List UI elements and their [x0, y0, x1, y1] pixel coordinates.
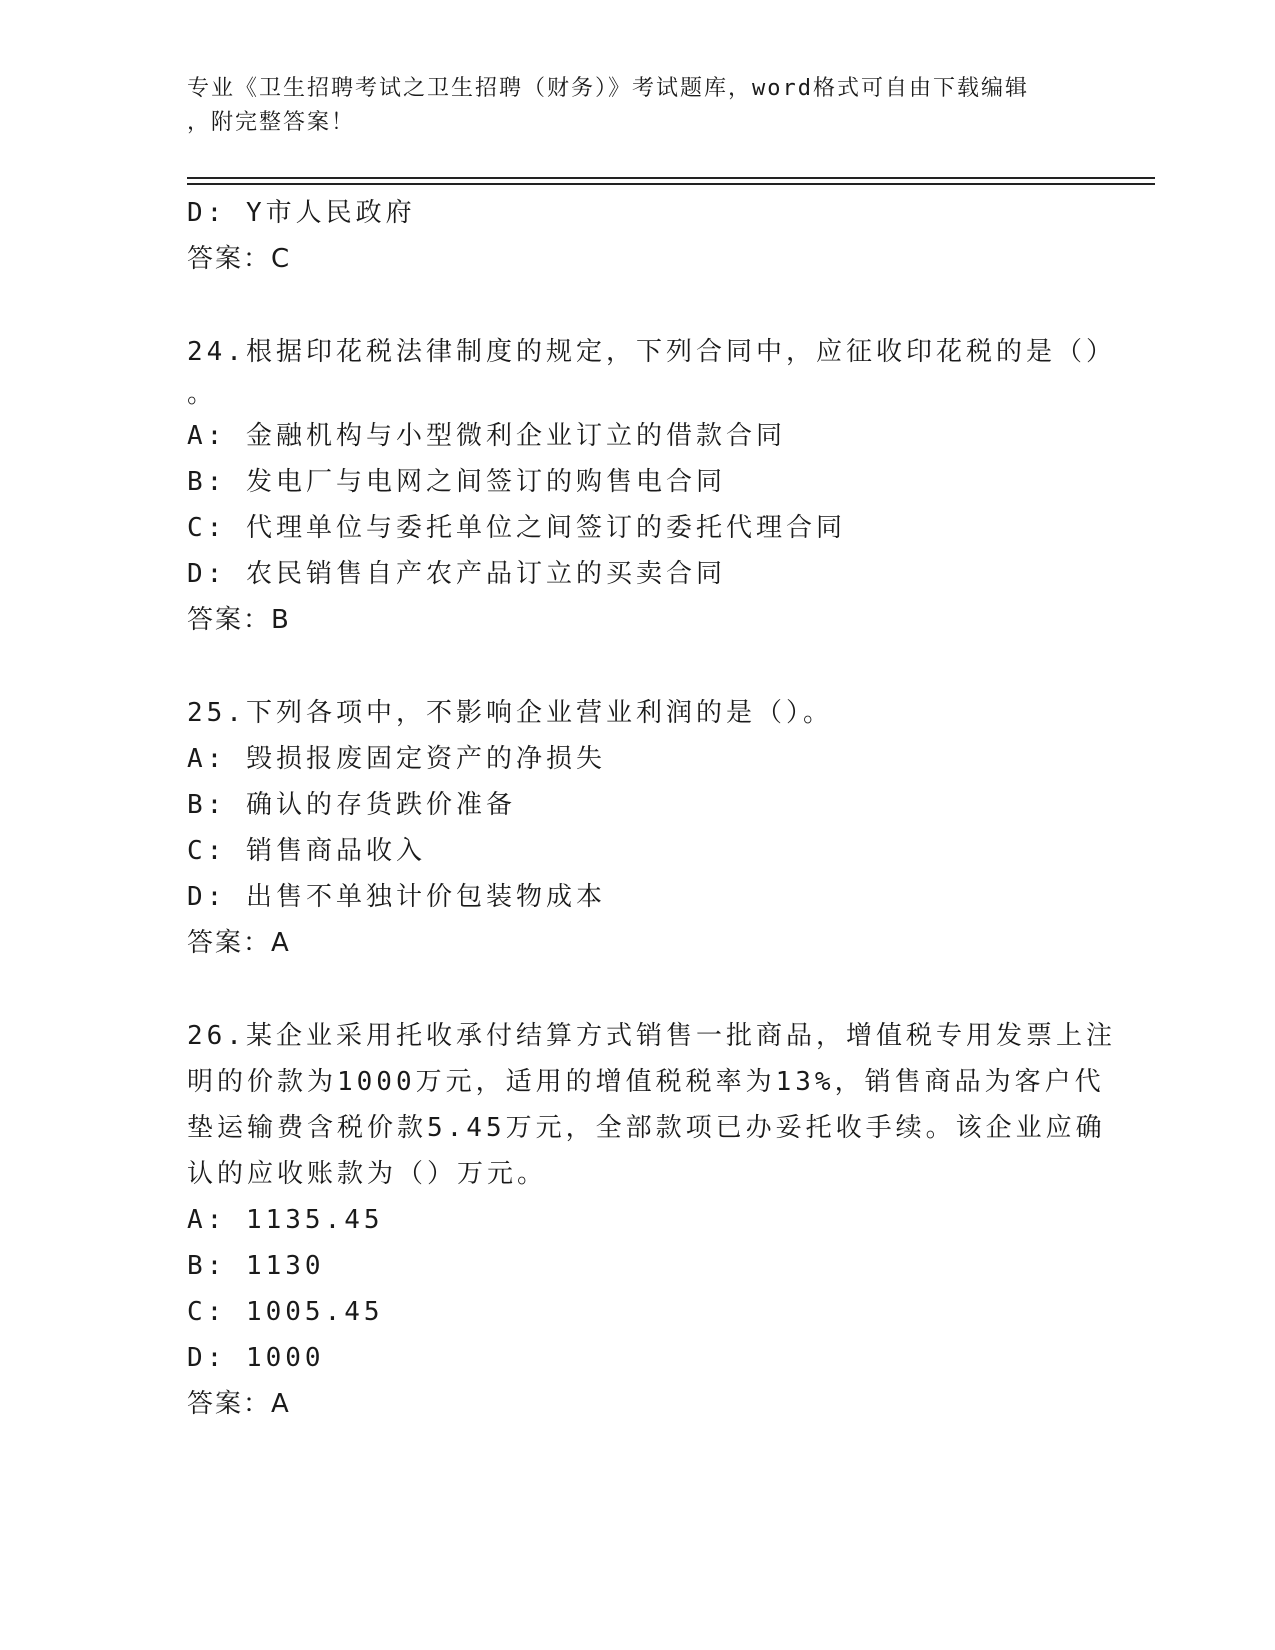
- q24-answer: 答案：B: [187, 605, 291, 635]
- header-line-2: ，附完整答案！: [187, 110, 356, 135]
- q26-stem-line-1: 26.某企业采用托收承付结算方式销售一批商品，增值税专用发票上注: [187, 1021, 1116, 1051]
- q25-option-a: A: 毁损报废固定资产的净损失: [187, 744, 606, 774]
- q26-option-d: D: 1000: [187, 1343, 325, 1373]
- q26-stem-line-3: 垫运输费含税价款5.45万元，全部款项已办妥托收手续。该企业应确: [187, 1113, 1106, 1143]
- document-header: [187, 72, 1087, 140]
- q23-answer: 答案：C: [187, 244, 292, 274]
- q24-stem-line-2: 。: [187, 379, 218, 409]
- q24-stem-line-1: 24.根据印花税法律制度的规定，下列合同中，应征收印花税的是（）: [187, 337, 1116, 367]
- header-line-1: 专业《卫生招聘考试之卫生招聘（财务）》考试题库，word格式可自由下载编辑: [187, 76, 1029, 101]
- q25-stem: 25.下列各项中，不影响企业营业利润的是（）。: [187, 698, 833, 728]
- q25-option-d: D: 出售不单独计价包装物成本: [187, 882, 606, 912]
- q25-answer: 答案：A: [187, 928, 291, 958]
- q25-option-b: B: 确认的存货跌价准备: [187, 790, 516, 820]
- q24-option-d: D: 农民销售自产农产品订立的买卖合同: [187, 559, 726, 589]
- q23-option-d: D: Y市人民政府: [187, 198, 416, 228]
- q26-option-c: C: 1005.45: [187, 1297, 384, 1327]
- question-body: [187, 190, 1116, 1427]
- q26-answer: 答案：A: [187, 1389, 291, 1419]
- q26-option-b: B: 1130: [187, 1251, 325, 1281]
- header-rule-bottom: [187, 183, 1155, 185]
- q25-option-c: C: 销售商品收入: [187, 836, 426, 866]
- q26-stem-line-4: 认的应收账款为（）万元。: [187, 1159, 548, 1189]
- q26-stem-line-2: 明的价款为1000万元，适用的增值税税率为13%，销售商品为客户代: [187, 1067, 1105, 1097]
- q24-option-a: A: 金融机构与小型微利企业订立的借款合同: [187, 421, 786, 451]
- header-rule-top: [187, 177, 1155, 179]
- q26-option-a: A: 1135.45: [187, 1205, 384, 1235]
- q24-option-b: B: 发电厂与电网之间签订的购售电合同: [187, 467, 726, 497]
- q24-option-c: C: 代理单位与委托单位之间签订的委托代理合同: [187, 513, 846, 543]
